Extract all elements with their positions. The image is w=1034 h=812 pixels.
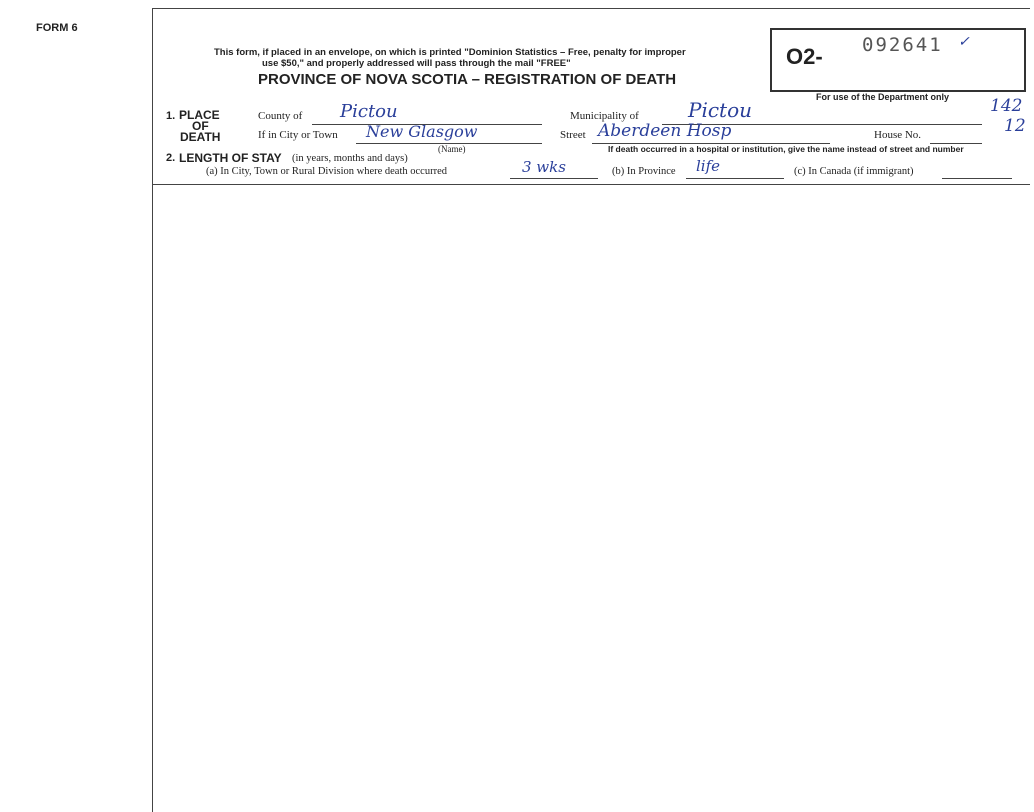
- house-number-label: House No.: [874, 129, 922, 141]
- length-of-stay-label: LENGTH OF STAY: [179, 151, 282, 165]
- county-label: County of: [258, 110, 303, 122]
- place-of-death-note: If death occurred in a hospital or institution, give the name instead of street and number: [608, 144, 964, 154]
- mail-notice-line1: This form, if placed in an envelope, on which is printed "Dominion Statistics – Free, penalty for improper: [214, 47, 686, 58]
- stay-in-city-label: (a) In City, Town or Rural Division where death occurred: [206, 166, 447, 177]
- county-value[interactable]: Pictou: [340, 101, 398, 122]
- street-label: Street: [560, 129, 586, 141]
- department-use-label: For use of the Department only: [816, 92, 950, 102]
- frame-left: [152, 8, 153, 812]
- stay-in-province-value[interactable]: life: [696, 157, 721, 175]
- place-of-death-label-place: PLACE: [179, 108, 220, 122]
- department-code-2: 12: [1004, 116, 1026, 136]
- registration-number-box: [770, 28, 1026, 92]
- street-value[interactable]: Aberdeen Hosp: [598, 121, 732, 141]
- mail-notice-line2: use $50," and properly addressed will pass through the mail "FREE": [262, 58, 571, 69]
- stay-in-city-underline: [510, 178, 598, 179]
- length-of-stay-number: 2.: [166, 152, 176, 164]
- registration-number: 092641: [862, 34, 943, 56]
- municipality-label: Municipality of: [570, 110, 639, 122]
- length-of-stay-sub: (in years, months and days): [292, 153, 408, 164]
- section-divider: [152, 184, 1030, 185]
- stay-in-canada-label: (c) In Canada (if immigrant): [794, 166, 914, 177]
- place-of-death-label-death: DEATH: [180, 130, 221, 144]
- municipality-value[interactable]: Pictou: [688, 98, 753, 122]
- city-value[interactable]: New Glasgow: [366, 122, 478, 141]
- place-of-death-number: 1.: [166, 110, 176, 122]
- city-name-caption: (Name): [438, 144, 466, 154]
- form-title: PROVINCE OF NOVA SCOTIA – REGISTRATION OF DEATH: [258, 71, 677, 88]
- frame-top: [152, 8, 1030, 9]
- stay-in-city-value[interactable]: 3 wks: [522, 158, 566, 176]
- stay-in-canada-underline: [942, 178, 1012, 179]
- registration-prefix: O2-: [786, 44, 823, 69]
- form-label: FORM 6: [36, 22, 78, 34]
- city-label: If in City or Town: [258, 129, 338, 141]
- stay-in-province-label: (b) In Province: [612, 166, 676, 177]
- check-mark-icon: ✓: [958, 34, 970, 50]
- place-of-death-label-of: OF: [192, 119, 209, 133]
- stay-in-province-underline: [686, 178, 784, 179]
- department-code-1: 142: [990, 96, 1023, 116]
